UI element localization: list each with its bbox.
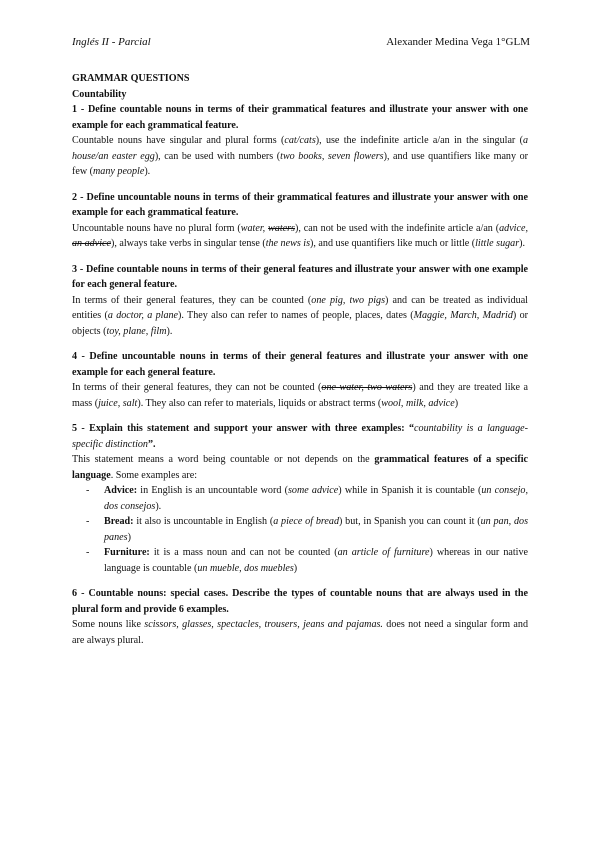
answer-4: In terms of their general features, they can not be counted (one water, two waters) and they are treated like a mass (juice, salt). They also can refer to materials, liquids or abstract terms (wool, milk, advice) xyxy=(72,382,528,409)
document-subtitle: Countability xyxy=(72,88,127,100)
question-3: 3 - Define countable nouns in terms of their general features and illustrate your answer with one example for each general feature. xyxy=(72,263,528,290)
list-item: - Advice: in English is an uncountable word (some advice) while in Spanish it is countable (un consejo, dos consejos). xyxy=(86,485,528,512)
answer-1: Countable nouns have singular and plural forms (cat/cats), use the indefinite article a/an in the singular (a house/an easter egg), can be used with numbers (two books, seven flowers), and use quantifiers like many or few (many people). xyxy=(72,135,529,177)
question-6: 6 - Countable nouns: special cases. Describe the types of countable nouns that are always used in the plural form and provide 6 examples. xyxy=(72,588,528,615)
question-4: 4 - Define uncountable nouns in terms of their general features and illustrate your answer with one example for each general feature. xyxy=(72,351,528,378)
answer-6: Some nouns like scissors, glasses, spectacles, trousers, jeans and pajamas. does not need a singular form and are always plural. xyxy=(72,619,528,646)
list-item: - Furniture: it is a mass noun and can not be counted (an article of furniture) whereas in our native language is countable (un mueble, dos muebles) xyxy=(86,547,528,574)
answer-5: This statement means a word being countable or not depends on the grammatical features of a specific language. Some examples are: xyxy=(72,454,528,481)
answer-2: Uncountable nouns have no plural form (water, waters), can not be used with the indefinite article a/an (advice, an advice), always take verbs in singular tense (the news is), and use quantifiers like much or little (little sugar). xyxy=(72,222,528,249)
list-item: - Bread: it also is uncountable in English (a piece of bread) but, in Spanish you can count it (un pan, dos panes) xyxy=(86,516,529,543)
question-1: 1 - Define countable nouns in terms of their grammatical features and illustrate your answer with one example for each grammatical feature. xyxy=(72,104,528,131)
header-left: Inglés II - Parcial xyxy=(72,36,151,48)
examples-list xyxy=(72,483,528,576)
document-title: GRAMMAR QUESTIONS xyxy=(72,73,190,84)
document-body xyxy=(72,71,528,648)
question-2: 2 - Define uncountable nouns in terms of their grammatical features and illustrate your answer with one example for each grammatical feature. xyxy=(72,191,528,218)
question-5: 5 - Explain this statement and support your answer with three examples: “countability is a language-specific distinction”. xyxy=(72,423,528,450)
answer-3: In terms of their general features, they can be counted (one pig, two pigs) and can be treated as individual entities (a doctor, a plane). They also can refer to names of people, places, dates (Maggie, March, Madrid) or objects (toy, plane, film). xyxy=(72,294,528,337)
header-right: Alexander Medina Vega 1°GLM xyxy=(386,36,530,48)
